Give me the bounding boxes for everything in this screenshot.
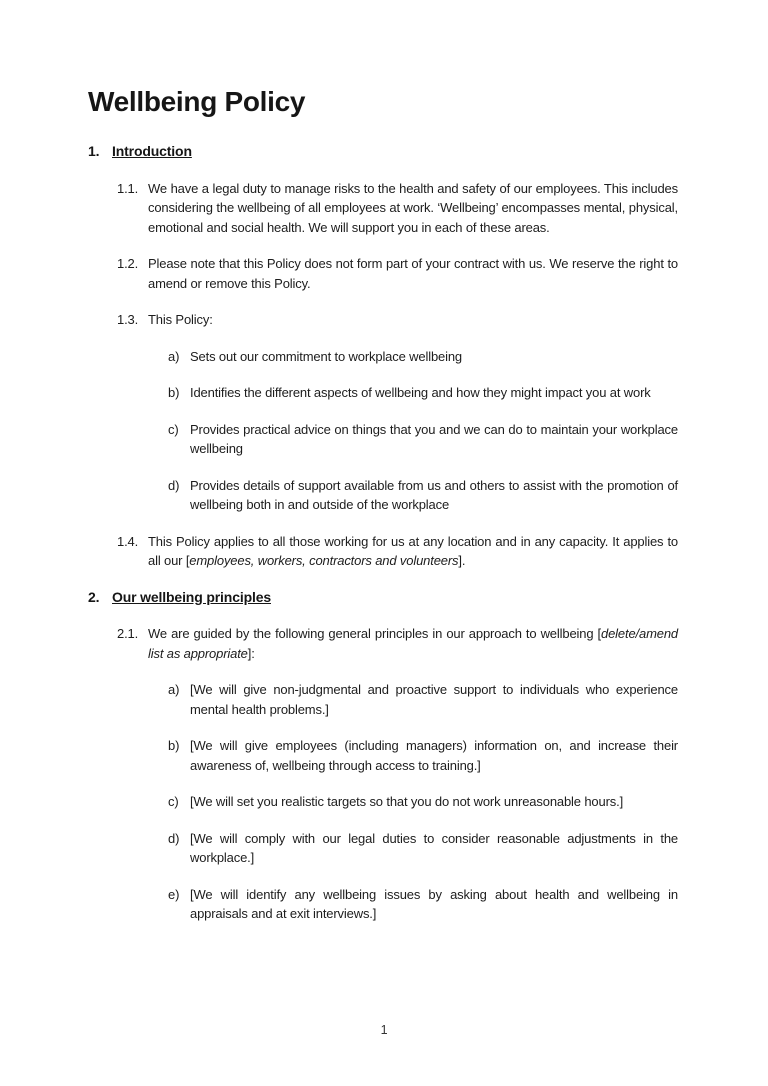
subitem-text: [We will identify any wellbeing issues by asking about health and wellbeing in appraisals and at exit interviews.]: [190, 886, 678, 921]
paragraph-text: [148, 532, 678, 571]
text-segment: This Policy applies to all those working for us at any location and in any capacity. It applies to all our [: [148, 533, 678, 568]
paragraph-1-2: [117, 254, 678, 293]
subitem-text: Provides details of support available from us and others to assist with the promotion of wellbeing both in and outside of the workplace: [190, 477, 678, 512]
italic-placeholder-text: delete/amend list as appropriate: [148, 626, 678, 661]
paragraph-1-4: [117, 532, 678, 571]
section-title: Introduction: [112, 143, 192, 159]
section-2-heading: [88, 588, 678, 608]
subitem-letter: e): [168, 886, 180, 902]
subitem-1-3-c: [168, 420, 678, 459]
section-number: 2.: [88, 588, 100, 605]
subitem-2-1-c: [168, 792, 678, 812]
subitem-text: Identifies the different aspects of wellbeing and how they might impact you at work: [190, 385, 651, 400]
paragraph-text: Please note that this Policy does not form part of your contract with us. We reserve the right to amend or remove this Policy.: [148, 256, 678, 291]
subitem-letter: a): [168, 348, 180, 364]
text-segment: We are guided by the following general principles in our approach to wellbeing [: [148, 626, 602, 641]
subitem-2-1-d: [168, 829, 678, 868]
section-1-heading: [88, 142, 678, 162]
item-number: 1.4.: [117, 533, 139, 549]
subitem-2-1-b: [168, 736, 678, 775]
subitem-letter: b): [168, 738, 180, 753]
paragraph-2-1: [117, 624, 678, 663]
subitem-text: Sets out our commitment to workplace wellbeing: [190, 348, 463, 364]
item-number: 1.1.: [117, 180, 139, 196]
section-number: 1.: [88, 143, 100, 159]
page-number: 1: [380, 1023, 388, 1037]
document-title: Wellbeing Policy: [88, 86, 306, 117]
paragraph-text: [148, 624, 678, 663]
subitem-text: [We will give employees (including managers) information on, and increase their awareness of, wellbeing through access to training.]: [190, 738, 678, 773]
subitem-text: [We will comply with our legal duties to consider reasonable adjustments in the workplace.]: [190, 830, 678, 865]
item-number: 2.1.: [117, 626, 139, 641]
subitem-2-1-e: [168, 885, 678, 924]
text-segment: ].: [458, 553, 466, 568]
section-title: Our wellbeing principles: [112, 588, 271, 605]
subitem-text: [We will give non-judgmental and proactive support to individuals who experience mental health problems.]: [190, 682, 678, 717]
subitem-1-3-a: [168, 347, 678, 367]
subitem-letter: c): [168, 794, 179, 809]
item-number: 1.2.: [117, 256, 139, 271]
paragraph-1-1: [117, 179, 678, 238]
page-footer: [0, 1021, 768, 1041]
paragraph-1-3: [117, 310, 678, 330]
italic-placeholder-text: employees, workers, contractors and volunteers: [189, 553, 459, 568]
subitem-letter: d): [168, 477, 180, 493]
subitem-letter: c): [168, 421, 179, 437]
subitem-text: Provides practical advice on things that you and we can do to maintain your workplace wellbeing: [190, 421, 678, 456]
subitem-text: [We will set you realistic targets so that you do not work unreasonable hours.]: [190, 794, 624, 809]
subitem-2-1-a: [168, 680, 678, 719]
subitem-letter: b): [168, 385, 180, 400]
paragraph-text: This Policy:: [148, 312, 213, 327]
subitem-letter: d): [168, 830, 180, 846]
subitem-1-3-b: [168, 383, 678, 403]
item-number: 1.3.: [117, 312, 139, 327]
subitem-1-3-d: [168, 476, 678, 515]
subitem-letter: a): [168, 682, 180, 697]
text-segment: ]:: [247, 645, 255, 661]
paragraph-text: We have a legal duty to manage risks to the health and safety of our employees. This includes considering the wellbeing of all employees at work. ‘Wellbeing’ encompasses mental, physical, emotional and social health. We will support you in each of these areas.: [148, 180, 678, 235]
